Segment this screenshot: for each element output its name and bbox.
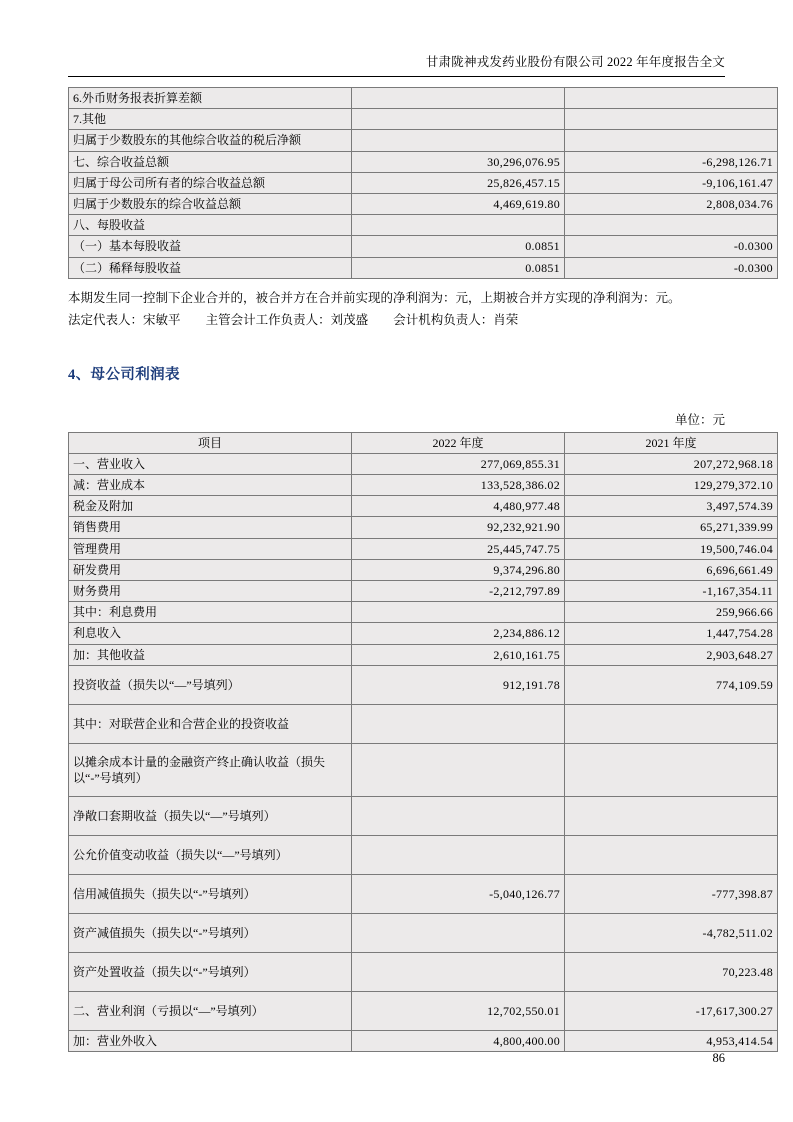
row-value-prior: 129,279,372.10 (565, 475, 778, 496)
parent-company-income-statement (68, 432, 778, 1052)
row-value-current (352, 109, 565, 130)
row-value-prior: -9,106,161.47 (565, 172, 778, 193)
row-value-current: 0.0851 (352, 236, 565, 257)
row-value-current (352, 602, 565, 623)
row-value-prior: 1,447,754.28 (565, 623, 778, 644)
row-value-current: -2,212,797.89 (352, 581, 565, 602)
table-row (69, 704, 778, 743)
row-value-prior: -17,617,300.27 (565, 991, 778, 1030)
table-row (69, 215, 778, 236)
row-value-prior: 774,109.59 (565, 665, 778, 704)
row-value-prior (565, 130, 778, 151)
row-value-prior: 207,272,968.18 (565, 453, 778, 474)
row-value-current: 912,191.78 (352, 665, 565, 704)
row-label: 销售费用 (69, 517, 352, 538)
row-value-current (352, 796, 565, 835)
row-value-prior (565, 704, 778, 743)
table-row (69, 236, 778, 257)
table-row (69, 257, 778, 278)
signature-line (68, 309, 725, 333)
row-value-current (352, 913, 565, 952)
row-value-prior: -1,167,354.11 (565, 581, 778, 602)
row-value-current: 4,469,619.80 (352, 193, 565, 214)
column-header: 2022 年度 (352, 432, 565, 453)
table-row (69, 559, 778, 580)
row-value-current (352, 704, 565, 743)
row-value-prior: 19,500,746.04 (565, 538, 778, 559)
row-value-current (352, 952, 565, 991)
row-value-current: 12,702,550.01 (352, 991, 565, 1030)
row-label: 资产减值损失（损失以“-”号填列） (69, 913, 352, 952)
row-value-current: 0.0851 (352, 257, 565, 278)
row-label: 财务费用 (69, 581, 352, 602)
row-value-prior (565, 215, 778, 236)
row-value-prior: 4,953,414.54 (565, 1030, 778, 1051)
row-value-current: 25,826,457.15 (352, 172, 565, 193)
row-label: 7.其他 (69, 109, 352, 130)
page-number: 86 (712, 1051, 725, 1065)
row-value-prior (565, 743, 778, 796)
row-value-prior: 6,696,661.49 (565, 559, 778, 580)
row-value-current: 25,445,747.75 (352, 538, 565, 559)
row-value-current: 30,296,076.95 (352, 151, 565, 172)
row-value-prior: 65,271,339.99 (565, 517, 778, 538)
row-value-current (352, 743, 565, 796)
row-label: 研发费用 (69, 559, 352, 580)
column-header: 2021 年度 (565, 432, 778, 453)
table-row (69, 644, 778, 665)
table-row (69, 88, 778, 109)
row-value-prior (565, 796, 778, 835)
row-value-current: 92,232,921.90 (352, 517, 565, 538)
row-value-prior (565, 109, 778, 130)
row-label: 净敞口套期收益（损失以“—”号填列） (69, 796, 352, 835)
row-value-current: 2,234,886.12 (352, 623, 565, 644)
row-value-current (352, 130, 565, 151)
row-label: 其中：利息费用 (69, 602, 352, 623)
row-label: （一）基本每股收益 (69, 236, 352, 257)
table-row (69, 581, 778, 602)
row-value-prior: -777,398.87 (565, 874, 778, 913)
table-row (69, 130, 778, 151)
row-value-prior: -4,782,511.02 (565, 913, 778, 952)
row-value-prior: -6,298,126.71 (565, 151, 778, 172)
table-row (69, 835, 778, 874)
running-title: 甘肃陇神戎发药业股份有限公司 2022 年年度报告全文 (425, 55, 725, 69)
merger-note: 本期发生同一控制下企业合并的，被合并方在合并前实现的净利润为：元，上期被合并方实现的净利润为：元。 (68, 290, 681, 305)
unit-label: 单位：元 (674, 412, 725, 427)
table-row (69, 172, 778, 193)
row-label: 投资收益（损失以“—”号填列） (69, 665, 352, 704)
row-value-prior: 2,903,648.27 (565, 644, 778, 665)
table-row (69, 991, 778, 1030)
legal-representative: 法定代表人：宋敏平 (68, 312, 181, 327)
row-label: 加：其他收益 (69, 644, 352, 665)
table-header-row (69, 432, 778, 453)
row-value-current: 2,610,161.75 (352, 644, 565, 665)
row-label: 其中：对联营企业和合营企业的投资收益 (69, 704, 352, 743)
row-label: 一、营业收入 (69, 453, 352, 474)
accounting-head: 主管会计工作负责人：刘茂盛 (205, 312, 369, 327)
row-value-prior: 2,808,034.76 (565, 193, 778, 214)
row-label: 八、每股收益 (69, 215, 352, 236)
row-value-current (352, 835, 565, 874)
section-title: 4、母公司利润表 (68, 366, 180, 383)
table-row (69, 109, 778, 130)
table-row (69, 496, 778, 517)
table-row (69, 453, 778, 474)
comprehensive-income-table (68, 87, 778, 279)
row-value-current: 277,069,855.31 (352, 453, 565, 474)
row-label: 减：营业成本 (69, 475, 352, 496)
row-label: 七、综合收益总额 (69, 151, 352, 172)
row-value-current (352, 215, 565, 236)
row-label: 以摊余成本计量的金融资产终止确认收益（损失以“-”号填列） (69, 743, 352, 796)
table-row (69, 796, 778, 835)
row-label: 归属于少数股东的其他综合收益的税后净额 (69, 130, 352, 151)
table-row (69, 538, 778, 559)
row-label: 6.外币财务报表折算差额 (69, 88, 352, 109)
row-label: 税金及附加 (69, 496, 352, 517)
table-row (69, 475, 778, 496)
table-row (69, 952, 778, 991)
table-row (69, 517, 778, 538)
header-divider (68, 76, 725, 77)
table-row (69, 913, 778, 952)
row-value-current: 4,800,400.00 (352, 1030, 565, 1051)
row-label: 资产处置收益（损失以“-”号填列） (69, 952, 352, 991)
table-row (69, 151, 778, 172)
row-value-current (352, 88, 565, 109)
row-value-prior: 70,223.48 (565, 952, 778, 991)
row-label: 二、营业利润（亏损以“—”号填列） (69, 991, 352, 1030)
row-value-prior: 3,497,574.39 (565, 496, 778, 517)
row-value-current: 4,480,977.48 (352, 496, 565, 517)
row-value-prior: -0.0300 (565, 236, 778, 257)
table-row (69, 193, 778, 214)
table-row (69, 874, 778, 913)
row-value-current: 133,528,386.02 (352, 475, 565, 496)
row-value-prior: -0.0300 (565, 257, 778, 278)
row-label: 管理费用 (69, 538, 352, 559)
row-value-current: -5,040,126.77 (352, 874, 565, 913)
row-label: 加：营业外收入 (69, 1030, 352, 1051)
row-label: 信用减值损失（损失以“-”号填列） (69, 874, 352, 913)
row-label: 公允价值变动收益（损失以“—”号填列） (69, 835, 352, 874)
row-value-prior (565, 88, 778, 109)
page-header (68, 0, 725, 77)
table-row (69, 623, 778, 644)
row-value-prior (565, 835, 778, 874)
row-value-current: 9,374,296.80 (352, 559, 565, 580)
row-label: 归属于母公司所有者的综合收益总额 (69, 172, 352, 193)
row-value-prior: 259,966.66 (565, 602, 778, 623)
table-row (69, 602, 778, 623)
table-row (69, 1030, 778, 1051)
accounting-organization-head: 会计机构负责人：肖荣 (393, 312, 519, 327)
row-label: 归属于少数股东的综合收益总额 (69, 193, 352, 214)
row-label: 利息收入 (69, 623, 352, 644)
column-header: 项目 (69, 432, 352, 453)
table-row (69, 743, 778, 796)
row-label: （二）稀释每股收益 (69, 257, 352, 278)
table-row (69, 665, 778, 704)
